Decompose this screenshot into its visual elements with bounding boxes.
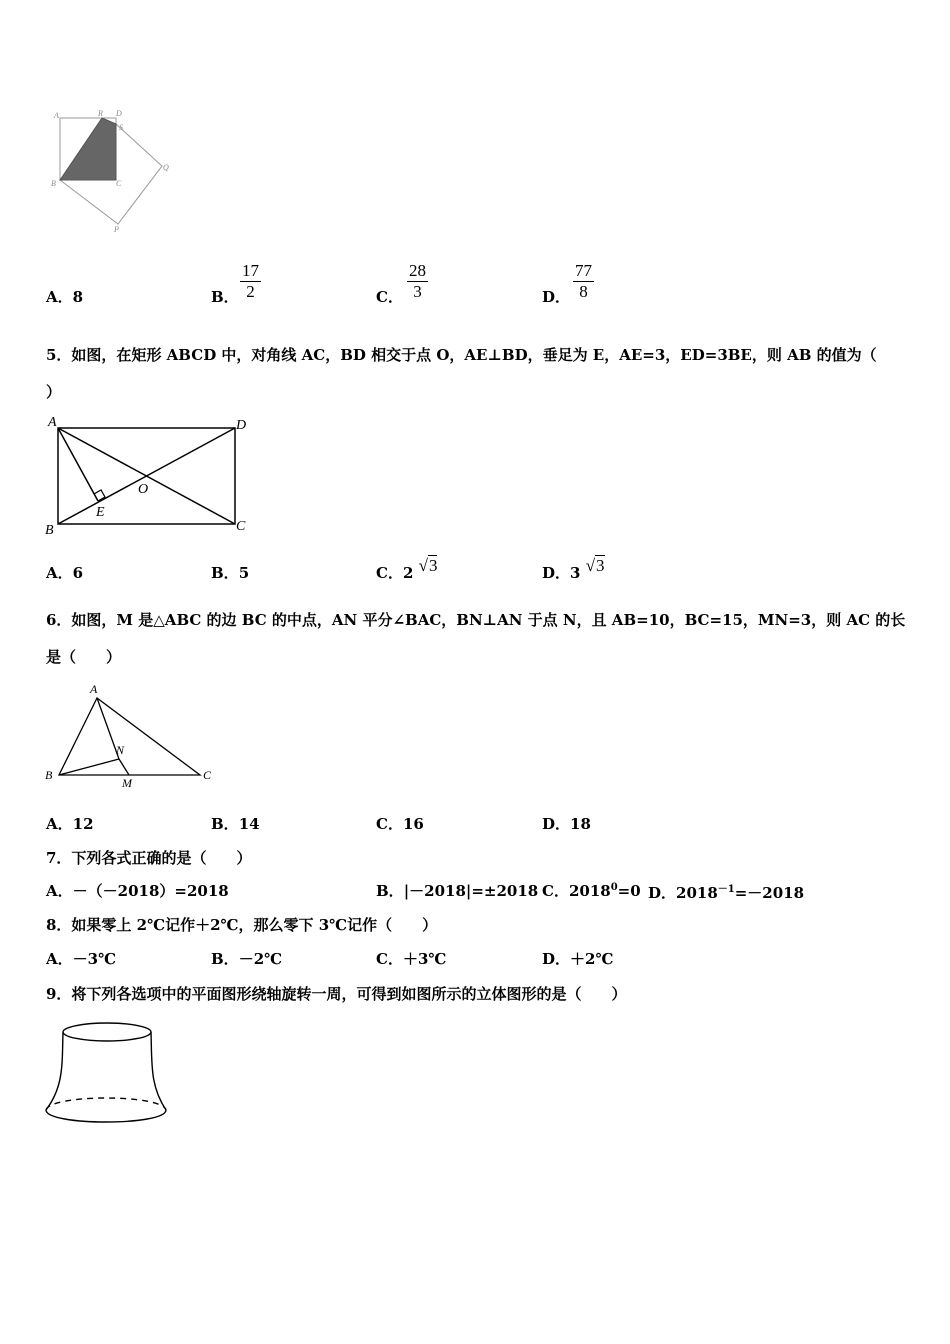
q6-segment-BN: [59, 759, 119, 775]
q4-label-R: R: [98, 109, 103, 118]
q9-right-curved-side: [151, 1032, 166, 1110]
q9-top-ellipse: [63, 1023, 151, 1041]
q4-label-S: S: [119, 123, 123, 132]
q6-label-M: M: [122, 776, 132, 790]
q5-label-A: A: [48, 415, 57, 430]
q5-stem-line1: 5．如图，在矩形 ABCD 中，对角线 AC，BD 相交于点 O，AE⊥BD，垂足为 E，AE=3，ED=3BE，则 AB 的值为（: [46, 346, 877, 364]
q5-label-E: E: [96, 505, 105, 520]
q8-option-a: A．－3℃: [46, 950, 117, 968]
q9-left-curved-side: [46, 1032, 63, 1110]
q6-stem-line1: 6．如图，M 是△ABC 的边 BC 的中点，AN 平分∠BAC，BN⊥AN 于点 N，且 AB=10，BC=15，MN=3，则 AC 的长: [46, 611, 906, 629]
q5-label-O: O: [138, 482, 149, 497]
q4-option-c-fraction: $\frac{28}{3}$: [409, 261, 426, 301]
q5-option-b: B．5: [211, 564, 250, 582]
q9-stem: 9．将下列各选项中的平面图形绕轴旋转一周，可得到如图所示的立体图形的是（ ）: [46, 985, 627, 1003]
q6-label-A: A: [90, 682, 98, 696]
q6-label-C: C: [203, 768, 212, 782]
q6-option-d: D．18: [542, 815, 591, 833]
q4-option-d: D．: [542, 288, 571, 306]
q4-label-A: A: [54, 111, 59, 120]
q4-figure: [40, 108, 180, 236]
q6-triangle-ABC: [59, 698, 200, 775]
q7-option-c: C．$2018^0=0$: [542, 882, 641, 900]
q4-label-C: C: [116, 179, 122, 188]
q5-label-B: B: [45, 523, 54, 538]
q8-option-d: D．＋2℃: [542, 950, 614, 968]
q6-label-N: N: [116, 743, 125, 757]
q8-option-b: B．－2℃: [211, 950, 283, 968]
q7-option-b: B．|－2018|=±2018: [376, 882, 539, 900]
q5-label-D: D: [236, 418, 247, 433]
q4-label-B: B: [51, 179, 56, 188]
q4-label-P: P: [114, 225, 119, 234]
q6-option-c: C．16: [376, 815, 424, 833]
q5-option-d: D．3 √3: [542, 556, 605, 582]
q4-shaded-region: [60, 118, 116, 180]
q4-label-Q: Q: [163, 163, 169, 172]
q4-option-b-fraction: $\frac{17}{2}$: [242, 261, 259, 301]
q4-option-c: C．: [376, 288, 403, 306]
q8-option-c: C．＋3℃: [376, 950, 447, 968]
q6-figure: [40, 678, 220, 793]
q4-option-d-fraction: $\frac{77}{8}$: [575, 261, 592, 301]
sqrt-symbol: √3: [585, 556, 605, 575]
q5-label-C: C: [236, 519, 246, 534]
q6-label-B: B: [45, 768, 53, 782]
q9-bottom-back-arc: [46, 1098, 166, 1110]
q9-solid-figure: [40, 1016, 175, 1138]
q4-option-a: A．8: [46, 288, 84, 306]
q6-option-a: A．12: [46, 815, 94, 833]
q7-stem: 7．下列各式正确的是（ ）: [46, 849, 252, 867]
q6-option-b: B．14: [211, 815, 260, 833]
q9-bottom-front-arc: [46, 1110, 166, 1122]
q8-stem: 8．如果零上 2℃记作＋2℃，那么零下 3℃记作（ ）: [46, 916, 438, 934]
sqrt-symbol: √3: [418, 556, 438, 575]
q5-option-a: A．6: [46, 564, 84, 582]
q4-label-D: D: [116, 109, 122, 118]
q5-figure: [40, 412, 255, 540]
q4-option-b: B．: [211, 288, 239, 306]
q5-option-c: C．2 √3: [376, 556, 438, 582]
q5-stem-line2: ）: [46, 383, 62, 401]
q6-stem-line2: 是（ ）: [46, 648, 122, 666]
q6-segment-NM: [119, 759, 129, 775]
q7-option-d: D．$2018^{-1}=-2018$: [648, 884, 805, 902]
q7-option-a: A．－（－2018）=2018: [46, 882, 229, 900]
